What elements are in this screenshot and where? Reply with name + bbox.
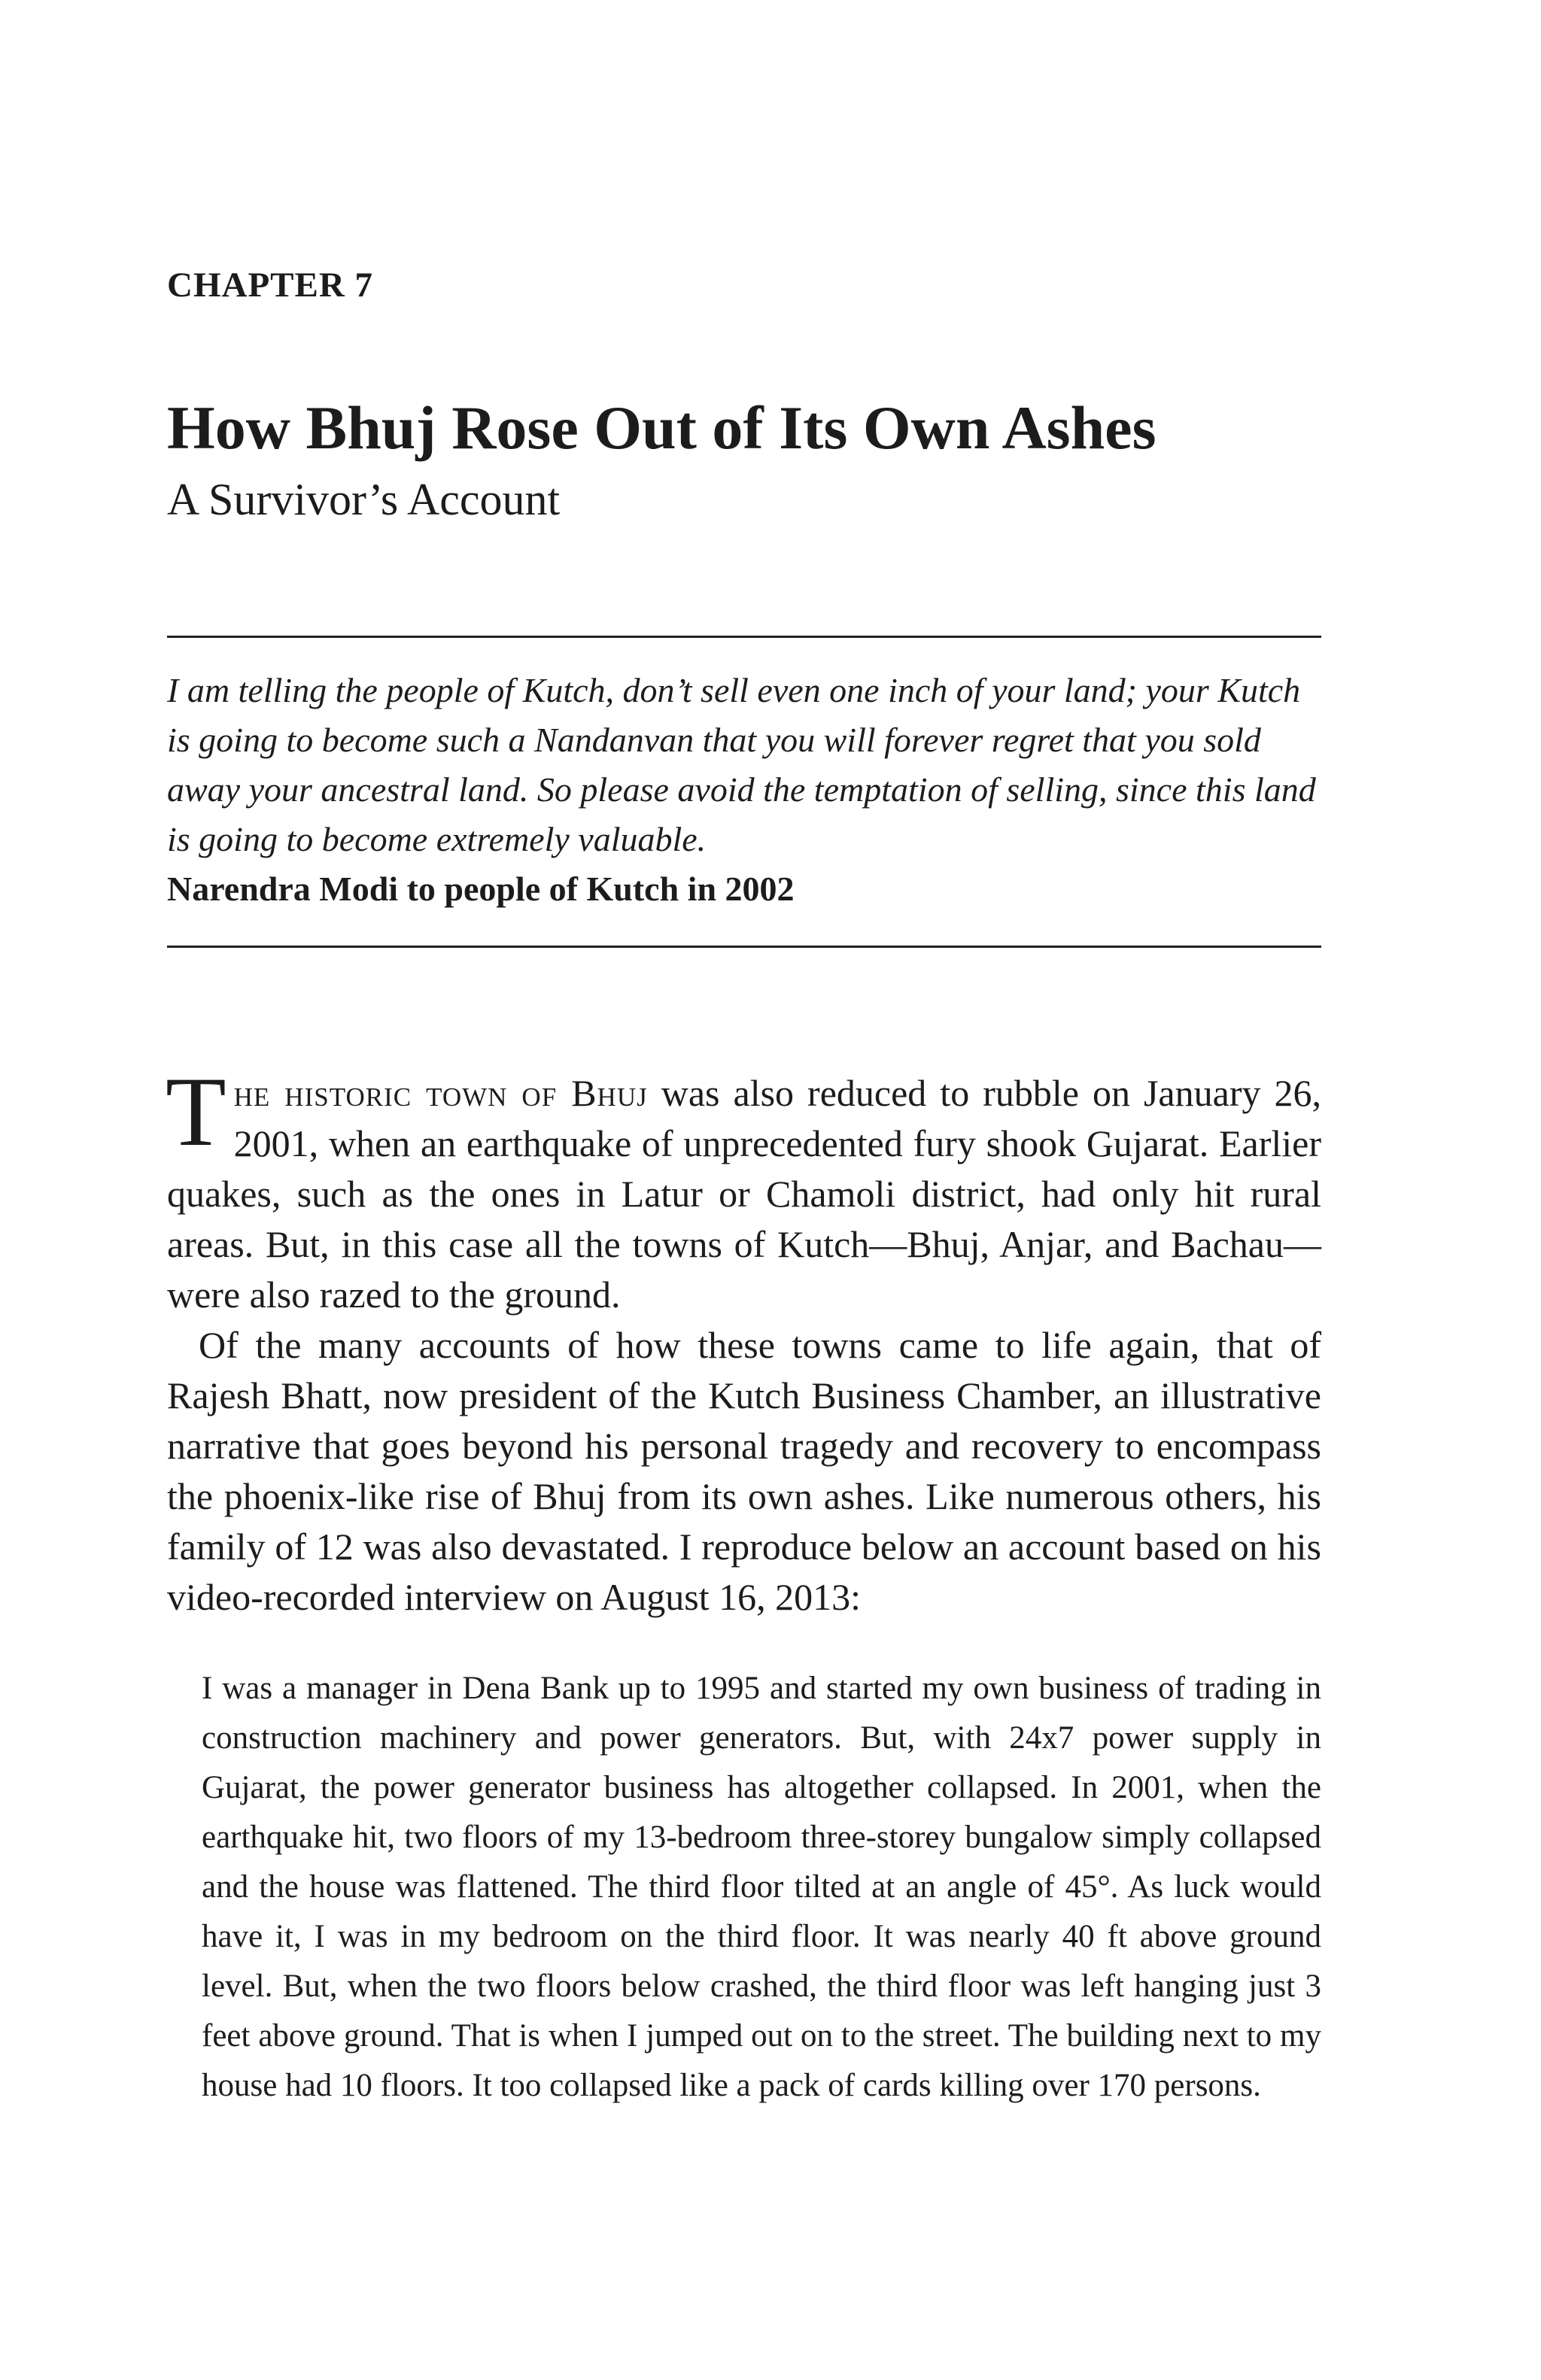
chapter-subtitle: A Survivor’s Account (167, 475, 561, 524)
opening-smallcaps: he historic town of Bhuj (233, 1072, 648, 1114)
epigraph-bottom-rule (167, 946, 1321, 948)
body-text (166, 1056, 1321, 1623)
epigraph-quote: I am telling the people of Kutch, don’t sell even one inch of your land; your Kutch is going to become such a Nandanvan that you will forever regret that you sold away your ancestral land. So please avoid the temptation of selling, since this land is going to become extremely valuable. (167, 671, 1316, 858)
survivor-account-blockquote: I was a manager in Dena Bank up to 1995 and started my own business of trading in construction machinery and power generators. But, with 24x7 power supply in Gujarat, the power generator business has altogether collapsed. In 2001, when the earthquake hit, two floors of my 13-bedroom three-storey bungalow simply collapsed and the house was flattened. The third floor tilted at an angle of 45°. As luck would have it, I was in my bedroom on the third floor. It was nearly 40 ft above ground level. But, when the two floors below crashed, the third floor was left hanging just 3 feet above ground. That is when I jumped out on to the street. The building next to my house had 10 floors. It too collapsed like a pack of cards killing over 170 persons. (202, 1671, 1321, 2103)
epigraph-top-rule (167, 636, 1321, 638)
chapter-label: CHAPTER 7 (167, 266, 374, 305)
epigraph (167, 666, 1321, 914)
paragraph-1-text: was also reduced to rubble on January 26, 2001, when an earthquake of unprecedented fury shook Gujarat. Earlier quakes, such as the ones in Latur or Chamoli district, had only hit rural areas. But, in this case all the towns of Kutch—Bhuj, Anjar, and Bachau—were also razed to the ground. (167, 1072, 1321, 1316)
chapter-title: How Bhuj Rose Out of Its Own Ashes (167, 393, 1157, 462)
drop-cap: T (166, 1056, 226, 1167)
body-paragraph-2: Of the many accounts of how these towns came to life again, that of Rajesh Bhatt, now president of the Kutch Business Chamber, an illustrative narrative that goes beyond his personal tragedy and recovery to encompass the phoenix-like rise of Bhuj from its own ashes. Like numerous others, his family of 12 was also devastated. I reproduce below an account based on his video-recorded interview on August 16, 2013: (167, 1324, 1321, 1618)
body-paragraph-1 (166, 1056, 1321, 1320)
epigraph-source: Narendra Modi to people of Kutch in 2002 (167, 870, 795, 908)
